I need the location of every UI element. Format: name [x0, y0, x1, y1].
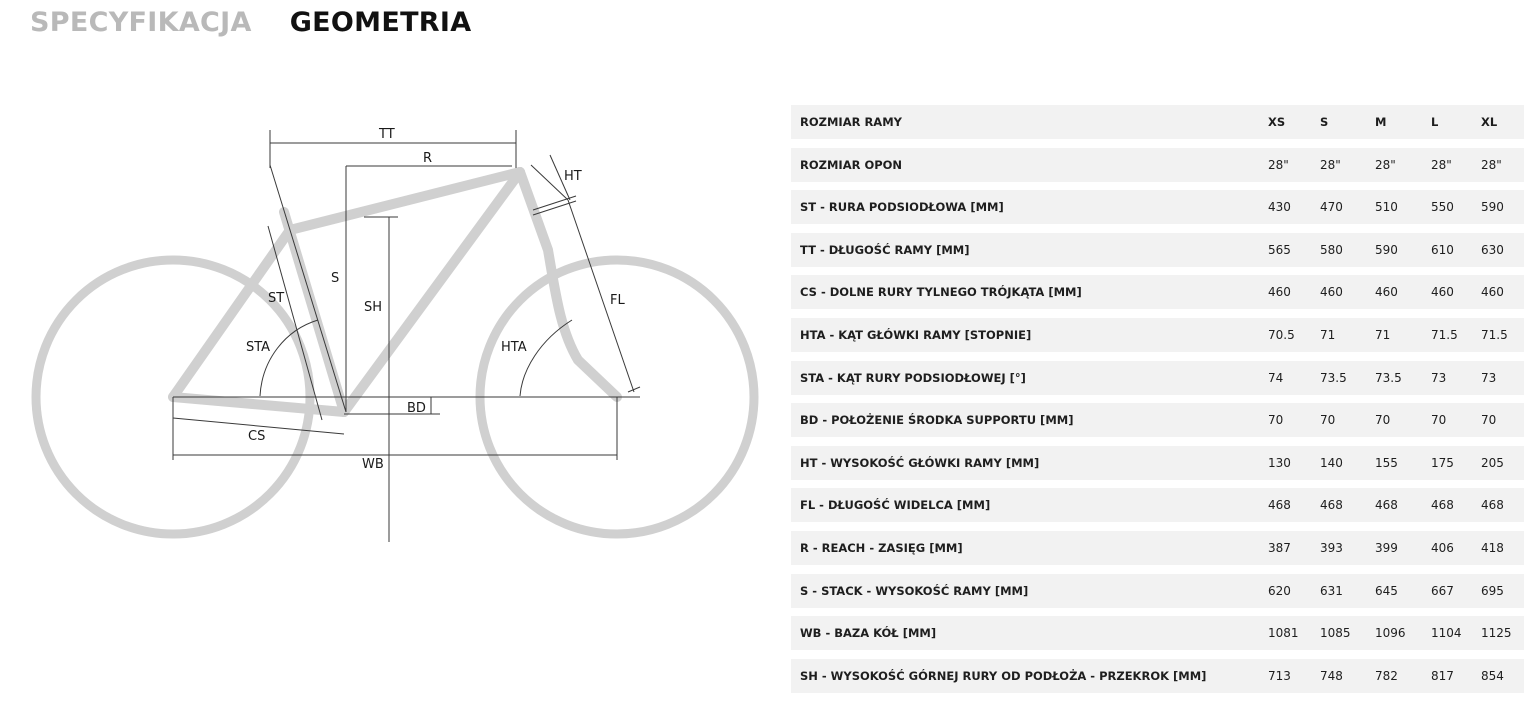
label-s: S	[331, 271, 340, 286]
row-label: R - REACH - ZASIĘG [MM]	[800, 540, 963, 555]
label-cs: CS	[248, 429, 266, 444]
label-r: R	[423, 151, 433, 166]
row-value: 817	[1431, 668, 1454, 683]
row-value: 393	[1320, 540, 1343, 555]
row-value: 580	[1320, 242, 1343, 257]
row-value: 399	[1375, 540, 1398, 555]
row-value: 1085	[1320, 626, 1351, 641]
table-row	[791, 361, 1524, 395]
row-value: 468	[1481, 498, 1504, 513]
row-value: 70	[1375, 413, 1391, 428]
row-value: 631	[1320, 583, 1343, 598]
table-row	[791, 318, 1524, 352]
row-value: 695	[1481, 583, 1504, 598]
label-ht: HT	[564, 169, 582, 184]
row-value: 460	[1431, 285, 1454, 300]
row-value: 620	[1268, 583, 1291, 598]
label-sh: SH	[364, 300, 383, 315]
row-value: 406	[1431, 540, 1454, 555]
row-value: 130	[1268, 455, 1291, 470]
table-row	[791, 148, 1524, 182]
row-value: 28"	[1431, 157, 1452, 172]
row-value: 630	[1481, 242, 1504, 257]
tab-geometry[interactable]: GEOMETRIA	[289, 7, 472, 38]
row-value: 70	[1320, 413, 1336, 428]
label-tt: TT	[379, 127, 395, 142]
row-value: 155	[1375, 455, 1398, 470]
label-hta: HTA	[501, 340, 527, 355]
row-value: 71.5	[1431, 327, 1458, 342]
tab-bar	[30, 4, 471, 44]
bike-geometry-diagram	[0, 100, 780, 560]
row-value: 418	[1481, 540, 1504, 555]
row-value: 470	[1320, 200, 1343, 215]
row-value: 28"	[1375, 157, 1396, 172]
row-value: 387	[1268, 540, 1291, 555]
row-label: STA - KĄT RURY PODSIODŁOWEJ [°]	[800, 370, 1026, 385]
row-value: 590	[1375, 242, 1398, 257]
row-value: 468	[1375, 498, 1398, 513]
row-value: 460	[1481, 285, 1504, 300]
table-row	[791, 275, 1524, 309]
row-value: 71	[1320, 327, 1336, 342]
row-value: 71.5	[1481, 327, 1508, 342]
row-label: S - STACK - WYSOKOŚĆ RAMY [MM]	[800, 583, 1029, 598]
row-value: 70	[1431, 413, 1447, 428]
row-value: 510	[1375, 200, 1398, 215]
row-label: WB - BAZA KÓŁ [MM]	[800, 626, 937, 641]
row-value: 565	[1268, 242, 1291, 257]
row-label: CS - DOLNE RURY TYLNEGO TRÓJKĄTA [MM]	[800, 285, 1082, 300]
row-label: ROZMIAR OPON	[800, 157, 903, 172]
size-header-m: M	[1375, 115, 1387, 129]
row-value: 590	[1481, 200, 1504, 215]
row-value: 70.5	[1268, 327, 1295, 342]
label-fl: FL	[610, 293, 625, 308]
row-value: 854	[1481, 668, 1504, 683]
row-value: 645	[1375, 583, 1398, 598]
row-label: FL - DŁUGOŚĆ WIDELCA [MM]	[800, 498, 991, 513]
table-header-row	[791, 105, 1524, 139]
size-header-l: L	[1431, 115, 1439, 129]
size-header-xs: XS	[1268, 115, 1286, 129]
row-value: 1081	[1268, 626, 1299, 641]
row-value: 73	[1481, 370, 1497, 385]
table-row	[791, 488, 1524, 522]
row-value: 70	[1268, 413, 1284, 428]
label-wb: WB	[362, 457, 384, 472]
row-value: 74	[1268, 370, 1284, 385]
row-value: 748	[1320, 668, 1343, 683]
row-label: TT - DŁUGOŚĆ RAMY [MM]	[800, 242, 970, 257]
row-value: 667	[1431, 583, 1454, 598]
row-value: 175	[1431, 455, 1454, 470]
size-header-xl: XL	[1481, 115, 1498, 129]
label-bd: BD	[407, 401, 426, 416]
table-row	[791, 403, 1524, 437]
label-sta: STA	[246, 340, 271, 355]
size-header-s: S	[1320, 115, 1329, 129]
row-value: 1104	[1431, 626, 1462, 641]
row-label: HTA - KĄT GŁÓWKI RAMY [STOPNIE]	[800, 327, 1032, 342]
row-value: 73	[1431, 370, 1447, 385]
row-label: SH - WYSOKOŚĆ GÓRNEJ RURY OD PODŁOŻA - PRZEKROK [MM]	[800, 668, 1207, 683]
row-value: 468	[1268, 498, 1291, 513]
table-row	[791, 190, 1524, 224]
row-value: 550	[1431, 200, 1454, 215]
bike-frame	[173, 172, 617, 412]
row-value: 1125	[1481, 626, 1512, 641]
row-value: 205	[1481, 455, 1504, 470]
row-value: 70	[1481, 413, 1497, 428]
row-value: 73.5	[1375, 370, 1402, 385]
row-value: 460	[1320, 285, 1343, 300]
row-label: ST - RURA PODSIODŁOWA [MM]	[800, 200, 1004, 215]
row-value: 468	[1431, 498, 1454, 513]
table-row	[791, 233, 1524, 267]
row-value: 28"	[1320, 157, 1341, 172]
row-value: 28"	[1268, 157, 1289, 172]
table-body	[791, 148, 1524, 693]
row-value: 782	[1375, 668, 1398, 683]
geometry-table	[791, 105, 1524, 701]
row-value: 713	[1268, 668, 1291, 683]
header-label: ROZMIAR RAMY	[800, 115, 902, 129]
row-label: HT - WYSOKOŚĆ GŁÓWKI RAMY [MM]	[800, 455, 1040, 470]
row-value: 71	[1375, 327, 1391, 342]
row-value: 610	[1431, 242, 1454, 257]
row-value: 460	[1268, 285, 1291, 300]
row-label: BD - POŁOŻENIE ŚRODKA SUPPORTU [MM]	[800, 413, 1074, 428]
table-row	[791, 446, 1524, 480]
row-value: 468	[1320, 498, 1343, 513]
table-row	[791, 659, 1524, 693]
tab-specification[interactable]: SPECYFIKACJA	[30, 7, 252, 38]
row-value: 460	[1375, 285, 1398, 300]
row-value: 73.5	[1320, 370, 1347, 385]
table-row	[791, 531, 1524, 565]
table-row	[791, 616, 1524, 650]
label-st: ST	[268, 291, 285, 306]
row-value: 1096	[1375, 626, 1406, 641]
row-value: 140	[1320, 455, 1343, 470]
row-value: 28"	[1481, 157, 1502, 172]
row-value: 430	[1268, 200, 1291, 215]
table-row	[791, 574, 1524, 608]
